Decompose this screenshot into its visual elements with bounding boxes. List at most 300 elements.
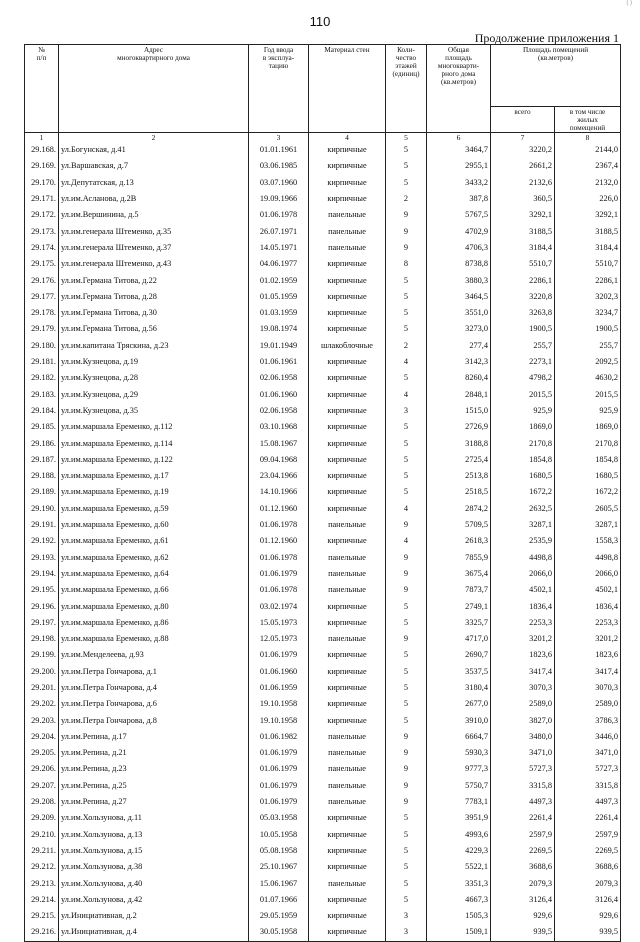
table-row [25, 289, 621, 305]
row-premises-all: 3688,6 [491, 859, 555, 875]
row-premises-residential: 5510,7 [555, 256, 621, 272]
row-premises-residential: 2367,4 [555, 158, 621, 174]
row-total-area: 4706,3 [427, 240, 491, 256]
row-year: 03.07.1960 [249, 175, 309, 191]
row-material: кирпичные [309, 321, 386, 337]
header-year: Год ввода в эксплуа- тацию [249, 45, 309, 133]
column-number: 6 [427, 133, 491, 143]
header-floors: Коли- чество этажей (единиц) [386, 45, 427, 133]
row-premises-all: 2597,9 [491, 827, 555, 843]
row-premises-residential: 3287,1 [555, 517, 621, 533]
row-number: 29.182. [25, 370, 59, 386]
row-floors: 3 [386, 403, 427, 419]
row-number: 29.212. [25, 859, 59, 875]
row-number: 29.197. [25, 615, 59, 631]
row-material: панельные [309, 761, 386, 777]
row-total-area: 2726,9 [427, 419, 491, 435]
row-material: шлакоблочные [309, 338, 386, 354]
row-total-area: 277,4 [427, 338, 491, 354]
row-number: 29.208. [25, 794, 59, 810]
table-row [25, 419, 621, 435]
row-premises-all: 3417,4 [491, 664, 555, 680]
row-address: ул.им.Петра Гончарова, д.8 [59, 713, 249, 729]
row-premises-all: 1680,5 [491, 468, 555, 484]
row-premises-residential: 1836,4 [555, 599, 621, 615]
row-year: 01.06.1961 [249, 354, 309, 370]
row-material: кирпичные [309, 859, 386, 875]
table-row [25, 582, 621, 598]
table-row [25, 810, 621, 826]
row-address: ул.им.маршала Еременко, д.64 [59, 566, 249, 582]
row-material: панельные [309, 729, 386, 745]
row-material: кирпичные [309, 533, 386, 549]
row-floors: 5 [386, 273, 427, 289]
table-row [25, 615, 621, 631]
column-number: 8 [555, 133, 621, 143]
row-premises-residential: 1672,2 [555, 484, 621, 500]
row-floors: 5 [386, 289, 427, 305]
row-premises-residential: 3417,4 [555, 664, 621, 680]
row-year: 10.05.1958 [249, 827, 309, 843]
row-number: 29.170. [25, 175, 59, 191]
row-number: 29.207. [25, 778, 59, 794]
row-number: 29.198. [25, 631, 59, 647]
row-total-area: 7873,7 [427, 582, 491, 598]
row-floors: 9 [386, 745, 427, 761]
table-row [25, 794, 621, 810]
row-address: ул.Варшавская, д.7 [59, 158, 249, 174]
row-premises-residential: 3126,4 [555, 892, 621, 908]
row-address: ул.им.Петра Гончарова, д.6 [59, 696, 249, 712]
row-year: 19.01.1949 [249, 338, 309, 354]
table-row [25, 403, 621, 419]
page-number: 110 [309, 14, 331, 29]
row-year: 14.10.1966 [249, 484, 309, 500]
row-address: ул.им.маршала Еременко, д.88 [59, 631, 249, 647]
row-floors: 9 [386, 729, 427, 745]
header-premises-group: Площадь помещений (кв.метров) [491, 45, 621, 107]
row-material: панельные [309, 794, 386, 810]
row-number: 29.193. [25, 550, 59, 566]
row-material: кирпичные [309, 175, 386, 191]
row-address: ул.им.Хользунова, д.13 [59, 827, 249, 843]
row-year: 02.06.1958 [249, 403, 309, 419]
row-address: ул.им.маршала Еременко, д.61 [59, 533, 249, 549]
row-total-area: 2518,5 [427, 484, 491, 500]
row-address: ул.им.Репина, д.27 [59, 794, 249, 810]
row-premises-residential: 2092,5 [555, 354, 621, 370]
table-row [25, 664, 621, 680]
row-material: кирпичные [309, 599, 386, 615]
column-number: 1 [25, 133, 59, 143]
row-premises-residential: 2261,4 [555, 810, 621, 826]
row-material: кирпичные [309, 647, 386, 663]
row-material: панельные [309, 582, 386, 598]
row-total-area: 9777,3 [427, 761, 491, 777]
table-row [25, 713, 621, 729]
column-number: 5 [386, 133, 427, 143]
row-address: ул.им.маршала Еременко, д.62 [59, 550, 249, 566]
table-row [25, 240, 621, 256]
column-number: 7 [491, 133, 555, 143]
row-number: 29.200. [25, 664, 59, 680]
continuation-caption: Продолжение приложения 1 [474, 31, 619, 45]
row-material: кирпичные [309, 843, 386, 859]
row-address: ул.Богунская, д.41 [59, 142, 249, 158]
row-material: панельные [309, 631, 386, 647]
row-premises-all: 360,5 [491, 191, 555, 207]
table-row [25, 729, 621, 745]
row-material: кирпичные [309, 256, 386, 272]
row-material: панельные [309, 207, 386, 223]
row-year: 12.05.1973 [249, 631, 309, 647]
row-address: ул.им.маршала Еременко, д.59 [59, 501, 249, 517]
row-premises-all: 4497,3 [491, 794, 555, 810]
row-premises-residential: 3201,2 [555, 631, 621, 647]
row-number: 29.195. [25, 582, 59, 598]
row-premises-residential: 1558,3 [555, 533, 621, 549]
table-row [25, 256, 621, 272]
row-floors: 5 [386, 599, 427, 615]
row-number: 29.196. [25, 599, 59, 615]
row-address: ул.им.маршала Еременко, д.80 [59, 599, 249, 615]
row-premises-residential: 3188,5 [555, 224, 621, 240]
row-address: ул.Инициативная, д.4 [59, 924, 249, 941]
row-number: 29.215. [25, 908, 59, 924]
row-year: 26.07.1971 [249, 224, 309, 240]
row-total-area: 2955,1 [427, 158, 491, 174]
row-address: ул.им.Репина, д.17 [59, 729, 249, 745]
row-floors: 5 [386, 647, 427, 663]
row-number: 29.189. [25, 484, 59, 500]
row-year: 01.05.1959 [249, 289, 309, 305]
row-number: 29.169. [25, 158, 59, 174]
row-total-area: 3551,0 [427, 305, 491, 321]
row-material: кирпичные [309, 468, 386, 484]
row-number: 29.210. [25, 827, 59, 843]
row-premises-all: 2261,4 [491, 810, 555, 826]
row-premises-residential: 3070,3 [555, 680, 621, 696]
row-premises-all: 1672,2 [491, 484, 555, 500]
row-premises-all: 1836,4 [491, 599, 555, 615]
row-floors: 5 [386, 436, 427, 452]
row-total-area: 2725,4 [427, 452, 491, 468]
row-floors: 9 [386, 761, 427, 777]
row-address: ул.им.Германа Титова, д.28 [59, 289, 249, 305]
row-number: 29.201. [25, 680, 59, 696]
row-address: ул.им.маршала Еременко, д.17 [59, 468, 249, 484]
row-total-area: 2513,8 [427, 468, 491, 484]
row-number: 29.174. [25, 240, 59, 256]
row-premises-residential: 4630,2 [555, 370, 621, 386]
row-number: 29.183. [25, 387, 59, 403]
row-material: кирпичные [309, 827, 386, 843]
row-material: кирпичные [309, 680, 386, 696]
row-floors: 3 [386, 924, 427, 941]
row-address: ул.им.Репина, д.21 [59, 745, 249, 761]
row-address: ул.им.генерала Штеменко, д.43 [59, 256, 249, 272]
row-number: 29.203. [25, 713, 59, 729]
row-floors: 3 [386, 908, 427, 924]
row-premises-all: 925,9 [491, 403, 555, 419]
row-premises-residential: 2253,3 [555, 615, 621, 631]
row-premises-all: 2170,8 [491, 436, 555, 452]
row-premises-residential: 3315,8 [555, 778, 621, 794]
row-floors: 9 [386, 224, 427, 240]
row-number: 29.209. [25, 810, 59, 826]
row-number: 29.202. [25, 696, 59, 712]
row-premises-residential: 2605,5 [555, 501, 621, 517]
row-premises-all: 2273,1 [491, 354, 555, 370]
row-number: 29.211. [25, 843, 59, 859]
table-row [25, 354, 621, 370]
row-year: 01.06.1979 [249, 761, 309, 777]
row-total-area: 3351,3 [427, 876, 491, 892]
table-row [25, 778, 621, 794]
row-total-area: 2848,1 [427, 387, 491, 403]
row-number: 29.184. [25, 403, 59, 419]
row-material: кирпичные [309, 387, 386, 403]
row-premises-residential: 1854,8 [555, 452, 621, 468]
row-year: 03.06.1985 [249, 158, 309, 174]
row-floors: 9 [386, 582, 427, 598]
row-premises-all: 2079,3 [491, 876, 555, 892]
row-year: 01.06.1979 [249, 778, 309, 794]
table-row [25, 484, 621, 500]
row-total-area: 5522,1 [427, 859, 491, 875]
row-number: 29.191. [25, 517, 59, 533]
row-address: ул.им.генерала Штеменко, д.37 [59, 240, 249, 256]
row-total-area: 3880,3 [427, 273, 491, 289]
row-premises-all: 2632,5 [491, 501, 555, 517]
row-total-area: 3464,5 [427, 289, 491, 305]
row-floors: 4 [386, 533, 427, 549]
row-premises-all: 3480,0 [491, 729, 555, 745]
row-address: ул.им.Хользунова, д.15 [59, 843, 249, 859]
row-year: 01.06.1978 [249, 550, 309, 566]
row-premises-all: 3184,4 [491, 240, 555, 256]
row-year: 14.05.1971 [249, 240, 309, 256]
row-number: 29.194. [25, 566, 59, 582]
row-address: ул.им.Хользунова, д.42 [59, 892, 249, 908]
row-total-area: 5930,3 [427, 745, 491, 761]
row-total-area: 3273,0 [427, 321, 491, 337]
row-premises-all: 1854,8 [491, 452, 555, 468]
row-premises-all: 255,7 [491, 338, 555, 354]
row-number: 29.199. [25, 647, 59, 663]
row-floors: 5 [386, 305, 427, 321]
row-number: 29.175. [25, 256, 59, 272]
row-floors: 5 [386, 419, 427, 435]
corner-mark: ( ) [626, 0, 632, 6]
row-premises-all: 2661,2 [491, 158, 555, 174]
row-address: ул.им.Кузнецова, д.35 [59, 403, 249, 419]
row-address: ул.Инициативная, д.2 [59, 908, 249, 924]
table-row [25, 696, 621, 712]
table-row [25, 142, 621, 158]
column-number: 2 [59, 133, 249, 143]
column-number: 4 [309, 133, 386, 143]
row-total-area: 2749,1 [427, 599, 491, 615]
row-floors: 5 [386, 843, 427, 859]
row-address: ул.им.Германа Титова, д.22 [59, 273, 249, 289]
row-floors: 5 [386, 876, 427, 892]
row-year: 15.05.1973 [249, 615, 309, 631]
row-year: 01.06.1979 [249, 794, 309, 810]
row-address: ул.им.маршала Еременко, д.19 [59, 484, 249, 500]
row-total-area: 4667,3 [427, 892, 491, 908]
row-premises-residential: 5727,3 [555, 761, 621, 777]
row-address: ул.им.генерала Штеменко, д.35 [59, 224, 249, 240]
row-address: ул.им.Кузнецова, д.19 [59, 354, 249, 370]
row-material: кирпичные [309, 273, 386, 289]
row-number: 29.213. [25, 876, 59, 892]
row-address: ул.им.Петра Гончарова, д.1 [59, 664, 249, 680]
row-total-area: 5709,5 [427, 517, 491, 533]
row-number: 29.171. [25, 191, 59, 207]
table-row [25, 158, 621, 174]
row-year: 29.05.1959 [249, 908, 309, 924]
row-year: 01.12.1960 [249, 501, 309, 517]
row-premises-all: 939,5 [491, 924, 555, 941]
row-floors: 5 [386, 468, 427, 484]
table-row [25, 680, 621, 696]
row-premises-all: 3263,8 [491, 305, 555, 321]
row-year: 15.08.1967 [249, 436, 309, 452]
row-material: кирпичные [309, 436, 386, 452]
row-total-area: 1509,1 [427, 924, 491, 941]
row-premises-residential: 3471,0 [555, 745, 621, 761]
row-premises-all: 2066,0 [491, 566, 555, 582]
row-premises-residential: 3688,6 [555, 859, 621, 875]
row-material: панельные [309, 224, 386, 240]
table-row [25, 224, 621, 240]
row-floors: 5 [386, 175, 427, 191]
row-year: 01.12.1960 [249, 533, 309, 549]
row-total-area: 1515,0 [427, 403, 491, 419]
row-address: ул.им.Кузнецова, д.28 [59, 370, 249, 386]
row-premises-all: 3220,8 [491, 289, 555, 305]
row-floors: 4 [386, 354, 427, 370]
row-premises-all: 1869,0 [491, 419, 555, 435]
row-material: кирпичные [309, 615, 386, 631]
header-premises-all: всего [491, 107, 555, 133]
row-material: кирпичные [309, 696, 386, 712]
row-floors: 5 [386, 484, 427, 500]
row-premises-residential: 3202,3 [555, 289, 621, 305]
row-premises-residential: 2170,8 [555, 436, 621, 452]
row-premises-all: 2535,9 [491, 533, 555, 549]
row-number: 29.168. [25, 142, 59, 158]
row-material: кирпичные [309, 354, 386, 370]
row-number: 29.178. [25, 305, 59, 321]
row-total-area: 6664,7 [427, 729, 491, 745]
row-premises-all: 5510,7 [491, 256, 555, 272]
row-material: кирпичные [309, 191, 386, 207]
row-material: кирпичные [309, 892, 386, 908]
row-floors: 2 [386, 191, 427, 207]
row-total-area: 5750,7 [427, 778, 491, 794]
row-number: 29.216. [25, 924, 59, 941]
row-floors: 5 [386, 452, 427, 468]
table-row [25, 436, 621, 452]
table-row [25, 207, 621, 223]
row-total-area: 3433,2 [427, 175, 491, 191]
row-premises-residential: 3184,4 [555, 240, 621, 256]
row-premises-all: 4502,1 [491, 582, 555, 598]
row-address: ул.им.Вершинина, д.5 [59, 207, 249, 223]
row-address: ул.им.капитана Тряскина, д.23 [59, 338, 249, 354]
row-premises-all: 2253,3 [491, 615, 555, 631]
column-number-row [25, 133, 621, 143]
row-address: ул.им.Хользунова, д.40 [59, 876, 249, 892]
row-floors: 5 [386, 664, 427, 680]
table-row [25, 452, 621, 468]
header-total-area: Общая площадь многокварти- рного дома (кв.метров) [427, 45, 491, 133]
row-material: кирпичные [309, 501, 386, 517]
row-number: 29.188. [25, 468, 59, 484]
row-year: 01.06.1979 [249, 566, 309, 582]
row-floors: 5 [386, 680, 427, 696]
row-premises-all: 4498,8 [491, 550, 555, 566]
row-year: 01.06.1978 [249, 582, 309, 598]
row-number: 29.181. [25, 354, 59, 370]
row-number: 29.204. [25, 729, 59, 745]
row-number: 29.172. [25, 207, 59, 223]
table-row [25, 859, 621, 875]
row-number: 29.190. [25, 501, 59, 517]
row-floors: 5 [386, 142, 427, 158]
row-floors: 2 [386, 338, 427, 354]
row-total-area: 8260,4 [427, 370, 491, 386]
row-material: панельные [309, 876, 386, 892]
row-premises-residential: 3446,0 [555, 729, 621, 745]
table-row [25, 550, 621, 566]
row-material: кирпичные [309, 158, 386, 174]
row-premises-residential: 2015,5 [555, 387, 621, 403]
table-row [25, 387, 621, 403]
header-num: № п/п [25, 45, 59, 133]
table-row [25, 191, 621, 207]
row-material: кирпичные [309, 924, 386, 941]
row-premises-residential: 925,9 [555, 403, 621, 419]
row-year: 09.04.1968 [249, 452, 309, 468]
row-address: ул.им.маршала Еременко, д.114 [59, 436, 249, 452]
table-row [25, 338, 621, 354]
row-material: кирпичные [309, 305, 386, 321]
row-total-area: 3142,3 [427, 354, 491, 370]
row-premises-residential: 2269,5 [555, 843, 621, 859]
row-premises-all: 3315,8 [491, 778, 555, 794]
row-number: 29.177. [25, 289, 59, 305]
row-year: 01.06.1960 [249, 664, 309, 680]
row-address: ул.им.Репина, д.23 [59, 761, 249, 777]
row-premises-all: 5727,3 [491, 761, 555, 777]
row-year: 19.10.1958 [249, 696, 309, 712]
row-year: 03.10.1968 [249, 419, 309, 435]
row-premises-all: 3220,2 [491, 142, 555, 158]
row-total-area: 4702,9 [427, 224, 491, 240]
row-material: кирпичные [309, 713, 386, 729]
row-year: 01.02.1959 [249, 273, 309, 289]
table-row [25, 892, 621, 908]
row-number: 29.187. [25, 452, 59, 468]
row-floors: 9 [386, 794, 427, 810]
row-floors: 5 [386, 696, 427, 712]
row-premises-all: 3287,1 [491, 517, 555, 533]
table-row [25, 631, 621, 647]
housing-table [24, 44, 621, 942]
